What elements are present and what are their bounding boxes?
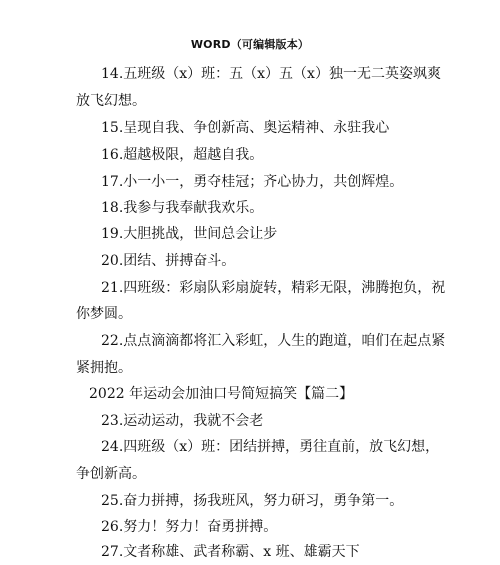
text-line: 19.大胆挑战，世间总会让步 <box>101 226 278 242</box>
text-line: 22.点点滴滴都将汇入彩虹，人生的跑道，咱们在起点紧 <box>101 333 446 349</box>
text-line: 17.小一小一，勇夺桂冠；齐心协力，共创辉煌。 <box>101 174 404 190</box>
text-line: 15.呈现自我、争创新高、奥运精神、永驻我心 <box>101 120 390 136</box>
text-line: 20.团结、拼搏奋斗。 <box>101 253 236 269</box>
text-line: 23.运动运动，我就不会老 <box>101 413 264 429</box>
text-line: 争创新高。 <box>76 466 146 482</box>
text-line: 你梦圆。 <box>76 306 132 322</box>
text-line: 16.超越极限，超越自我。 <box>101 147 264 163</box>
text-line: 21.四班级：彩扇队彩扇旋转，精彩无限，沸腾抱负，祝 <box>101 280 446 296</box>
text-line: 25.奋力拼搏，扬我班风，努力研习，勇争第一。 <box>101 493 404 509</box>
text-line: 26.努力！努力！奋勇拼搏。 <box>101 519 278 535</box>
text-line: 24.四班级（x）班：团结拼搏，勇往直前，放飞幻想， <box>101 439 440 455</box>
text-line: 紧拥抱。 <box>76 360 132 376</box>
page-header: WORD（可编辑版本） <box>190 38 310 51</box>
text-line: 放飞幻想。 <box>76 93 146 109</box>
text-line: 14.五班级（x）班：五（x）五（x）独一无二英姿飒爽 <box>101 66 441 82</box>
text-line: 18.我参与我奉献我欢乐。 <box>101 200 264 216</box>
text-line: 27.文者称雄、武者称霸、x 班、雄霸天下 <box>101 544 360 560</box>
section-heading: 2022 年运动会加油口号简短搞笑【篇二】 <box>89 386 354 402</box>
